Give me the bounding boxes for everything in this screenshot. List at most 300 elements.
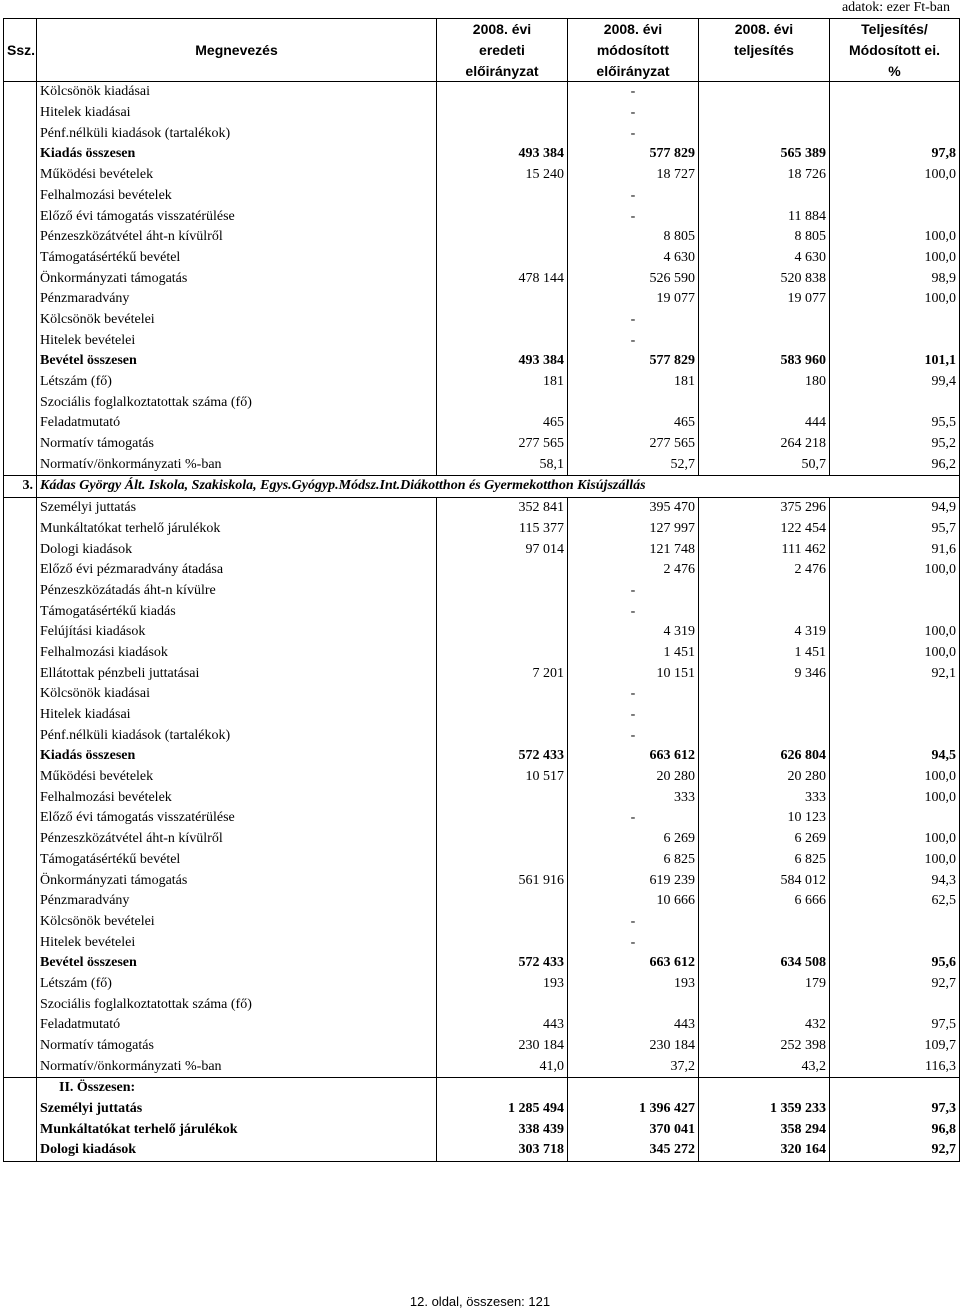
row-percent: 97,3 (830, 1099, 960, 1120)
row-ssz (4, 787, 37, 808)
row-percent (830, 912, 960, 933)
row-actual: 358 294 (699, 1119, 830, 1140)
header-col2-line3: előirányzat (568, 60, 699, 81)
row-original-budget: 493 384 (437, 351, 568, 372)
row-modified-budget: 443 (568, 1015, 699, 1036)
table-row (4, 891, 960, 912)
row-actual: 520 838 (699, 268, 830, 289)
row-label: Felhalmozási bevételek (37, 787, 437, 808)
row-modified-budget: - (568, 103, 699, 124)
row-modified-budget: 277 565 (568, 434, 699, 455)
row-original-budget: 303 718 (437, 1140, 568, 1161)
row-actual (699, 912, 830, 933)
row-label: Kölcsönök kiadásai (37, 684, 437, 705)
row-modified-budget: 10 666 (568, 891, 699, 912)
row-actual: 333 (699, 787, 830, 808)
row-ssz (4, 850, 37, 871)
row-percent: 100,0 (830, 850, 960, 871)
row-original-budget: 443 (437, 1015, 568, 1036)
row-actual: 4 630 (699, 248, 830, 269)
table-row (4, 1078, 960, 1099)
table-row (4, 82, 960, 103)
row-label: Feladatmutató (37, 1015, 437, 1036)
row-ssz (4, 1056, 37, 1077)
row-modified-budget: 526 590 (568, 268, 699, 289)
row-label: Pénzmaradvány (37, 891, 437, 912)
row-modified-budget: 619 239 (568, 870, 699, 891)
row-actual: 252 398 (699, 1036, 830, 1057)
row-label: Pénf.nélküli kiadások (tartalékok) (37, 123, 437, 144)
row-modified-budget: 370 041 (568, 1119, 699, 1140)
table-row (4, 310, 960, 331)
row-modified-budget: - (568, 808, 699, 829)
header-row-2 (4, 40, 960, 61)
row-label: Bevétel összesen (37, 351, 437, 372)
row-original-budget (437, 392, 568, 413)
row-actual: 320 164 (699, 1140, 830, 1161)
row-label: Felhalmozási kiadások (37, 643, 437, 664)
row-label: Támogatásértékű bevétel (37, 850, 437, 871)
row-percent: 100,0 (830, 767, 960, 788)
row-original-budget (437, 912, 568, 933)
row-label: Bevétel összesen (37, 953, 437, 974)
row-modified-budget: - (568, 705, 699, 726)
row-original-budget (437, 994, 568, 1015)
row-ssz (4, 372, 37, 393)
header-col2-line1: 2008. évi (568, 19, 699, 40)
table-row (4, 829, 960, 850)
table-row (4, 519, 960, 540)
header-ssz (4, 19, 37, 40)
row-modified-budget: 37,2 (568, 1056, 699, 1077)
row-ssz (4, 1078, 37, 1099)
row-original-budget (437, 850, 568, 871)
row-original-budget (437, 227, 568, 248)
row-original-budget (437, 186, 568, 207)
row-original-budget (437, 684, 568, 705)
table-row (4, 663, 960, 684)
row-percent: 94,9 (830, 497, 960, 518)
table-row (4, 434, 960, 455)
row-percent (830, 601, 960, 622)
row-ssz (4, 953, 37, 974)
header-name-empty (37, 60, 437, 81)
header-col3-line3 (699, 60, 830, 81)
table-row (4, 622, 960, 643)
row-label: Előző évi támogatás visszatérülése (37, 206, 437, 227)
row-label: Felhalmozási bevételek (37, 186, 437, 207)
header-row-3 (4, 60, 960, 81)
row-ssz (4, 725, 37, 746)
row-actual (699, 123, 830, 144)
table-row (4, 123, 960, 144)
table-row (4, 581, 960, 602)
row-label: Támogatásértékű kiadás (37, 601, 437, 622)
row-ssz (4, 268, 37, 289)
row-ssz (4, 870, 37, 891)
row-original-budget: 15 240 (437, 165, 568, 186)
table-body (4, 82, 960, 1162)
row-actual: 375 296 (699, 497, 830, 518)
row-actual: 111 462 (699, 539, 830, 560)
row-percent (830, 932, 960, 953)
row-percent (830, 392, 960, 413)
row-actual: 1 451 (699, 643, 830, 664)
row-actual (699, 705, 830, 726)
table-row (4, 227, 960, 248)
row-ssz (4, 663, 37, 684)
row-actual: 18 726 (699, 165, 830, 186)
row-actual: 6 825 (699, 850, 830, 871)
row-actual (699, 1078, 830, 1099)
row-label: Pénzeszközátadás áht-n kívülre (37, 581, 437, 602)
row-percent: 97,8 (830, 144, 960, 165)
row-modified-budget: - (568, 206, 699, 227)
row-label: Támogatásértékű bevétel (37, 248, 437, 269)
row-original-budget (437, 581, 568, 602)
table-row (4, 932, 960, 953)
row-label: Kiadás összesen (37, 746, 437, 767)
row-original-budget: 572 433 (437, 746, 568, 767)
row-actual (699, 994, 830, 1015)
row-ssz (4, 601, 37, 622)
row-modified-budget: 127 997 (568, 519, 699, 540)
row-ssz (4, 227, 37, 248)
row-percent (830, 206, 960, 227)
row-percent (830, 1078, 960, 1099)
row-modified-budget: 577 829 (568, 351, 699, 372)
row-original-budget: 115 377 (437, 519, 568, 540)
row-label: Szociális foglalkoztatottak száma (fő) (37, 392, 437, 413)
row-original-budget: 58,1 (437, 454, 568, 475)
row-percent: 116,3 (830, 1056, 960, 1077)
row-label: Előző évi támogatás visszatérülése (37, 808, 437, 829)
row-label: Szociális foglalkoztatottak száma (fő) (37, 994, 437, 1015)
table-row (4, 289, 960, 310)
table-row (4, 372, 960, 393)
row-actual: 264 218 (699, 434, 830, 455)
row-ssz (4, 519, 37, 540)
row-original-budget: 41,0 (437, 1056, 568, 1077)
row-percent: 109,7 (830, 1036, 960, 1057)
table-row (4, 206, 960, 227)
row-ssz (4, 932, 37, 953)
row-percent: 92,1 (830, 663, 960, 684)
page-footer: 12. oldal, összesen: 121 (409, 1294, 551, 1309)
row-actual (699, 103, 830, 124)
row-modified-budget: 18 727 (568, 165, 699, 186)
row-percent: 95,5 (830, 413, 960, 434)
row-original-budget (437, 643, 568, 664)
row-ssz (4, 705, 37, 726)
row-actual: 1 359 233 (699, 1099, 830, 1120)
row-original-budget: 230 184 (437, 1036, 568, 1057)
row-label: Pénf.nélküli kiadások (tartalékok) (37, 725, 437, 746)
row-label: Önkormányzati támogatás (37, 870, 437, 891)
row-modified-budget: - (568, 186, 699, 207)
row-label: Feladatmutató (37, 413, 437, 434)
row-ssz (4, 310, 37, 331)
table-row (4, 725, 960, 746)
row-actual (699, 581, 830, 602)
row-original-budget: 1 285 494 (437, 1099, 568, 1120)
table-row (4, 601, 960, 622)
table-row (4, 351, 960, 372)
row-modified-budget: 345 272 (568, 1140, 699, 1161)
row-label: Normatív támogatás (37, 434, 437, 455)
row-original-budget (437, 829, 568, 850)
section-header-row (4, 476, 960, 498)
row-original-budget (437, 248, 568, 269)
row-original-budget: 561 916 (437, 870, 568, 891)
row-label: Működési bevételek (37, 767, 437, 788)
row-label: Kölcsönök bevételei (37, 912, 437, 933)
row-percent: 97,5 (830, 1015, 960, 1036)
row-actual: 634 508 (699, 953, 830, 974)
row-percent: 91,6 (830, 539, 960, 560)
row-percent: 94,5 (830, 746, 960, 767)
row-ssz (4, 1099, 37, 1120)
row-modified-budget: 52,7 (568, 454, 699, 475)
row-ssz (4, 1036, 37, 1057)
row-actual: 20 280 (699, 767, 830, 788)
row-modified-budget: 395 470 (568, 497, 699, 518)
row-label: Hitelek kiadásai (37, 103, 437, 124)
row-percent (830, 82, 960, 103)
row-percent: 101,1 (830, 351, 960, 372)
row-label: Munkáltatókat terhelő járulékok (37, 519, 437, 540)
row-ssz (4, 994, 37, 1015)
row-ssz (4, 413, 37, 434)
row-modified-budget: - (568, 932, 699, 953)
row-modified-budget: - (568, 310, 699, 331)
header-ssz-label: Ssz. (4, 40, 37, 61)
row-label: Hitelek kiadásai (37, 705, 437, 726)
row-percent (830, 103, 960, 124)
row-ssz (4, 1119, 37, 1140)
budget-table (3, 18, 960, 1162)
row-actual: 444 (699, 413, 830, 434)
table-row (4, 974, 960, 995)
row-modified-budget: 663 612 (568, 953, 699, 974)
row-original-budget (437, 560, 568, 581)
row-label: Pénzeszközátvétel áht-n kívülről (37, 829, 437, 850)
row-actual: 8 805 (699, 227, 830, 248)
row-percent: 100,0 (830, 227, 960, 248)
row-label: Létszám (fő) (37, 974, 437, 995)
row-actual (699, 932, 830, 953)
row-percent (830, 684, 960, 705)
row-percent: 100,0 (830, 829, 960, 850)
row-ssz (4, 622, 37, 643)
table-row (4, 746, 960, 767)
row-actual: 50,7 (699, 454, 830, 475)
row-label: Dologi kiadások (37, 539, 437, 560)
row-modified-budget: - (568, 912, 699, 933)
row-label: Hitelek bevételei (37, 330, 437, 351)
row-ssz (4, 829, 37, 850)
row-original-budget: 277 565 (437, 434, 568, 455)
unit-note: adatok: ezer Ft-ban (841, 0, 950, 15)
row-actual: 11 884 (699, 206, 830, 227)
row-label: Felújítási kiadások (37, 622, 437, 643)
row-actual: 6 666 (699, 891, 830, 912)
header-ssz-empty (4, 60, 37, 81)
row-actual (699, 684, 830, 705)
row-label: II. Összesen: (37, 1078, 437, 1099)
table-row (4, 1015, 960, 1036)
row-label: Kiadás összesen (37, 144, 437, 165)
row-ssz (4, 497, 37, 518)
row-percent: 92,7 (830, 1140, 960, 1161)
table-row (4, 767, 960, 788)
row-percent: 94,3 (830, 870, 960, 891)
row-label: Normatív/önkormányzati %-ban (37, 1056, 437, 1077)
row-modified-budget: 6 269 (568, 829, 699, 850)
row-actual (699, 310, 830, 331)
row-ssz (4, 330, 37, 351)
row-ssz (4, 82, 37, 103)
row-modified-budget: - (568, 330, 699, 351)
row-modified-budget: - (568, 684, 699, 705)
row-percent: 96,2 (830, 454, 960, 475)
row-percent: 100,0 (830, 787, 960, 808)
row-ssz (4, 103, 37, 124)
row-percent: 95,6 (830, 953, 960, 974)
row-label: Személyi juttatás (37, 1099, 437, 1120)
row-ssz (4, 123, 37, 144)
table-row (4, 1140, 960, 1161)
row-original-budget (437, 622, 568, 643)
row-ssz (4, 289, 37, 310)
row-original-budget (437, 289, 568, 310)
header-col4-line2: Módosított ei. (830, 40, 960, 61)
section-title: Kádas György Ált. Iskola, Szakiskola, Egys.Gyógyp.Módsz.Int.Diákotthon és Gyermekotthon Kisújszállás (37, 476, 960, 498)
row-original-budget: 493 384 (437, 144, 568, 165)
row-original-budget (437, 725, 568, 746)
row-percent: 100,0 (830, 248, 960, 269)
row-actual (699, 330, 830, 351)
row-ssz (4, 684, 37, 705)
row-modified-budget: - (568, 581, 699, 602)
row-percent: 98,9 (830, 268, 960, 289)
row-modified-budget: - (568, 123, 699, 144)
row-original-budget (437, 310, 568, 331)
table-row (4, 539, 960, 560)
row-actual (699, 82, 830, 103)
row-original-budget: 97 014 (437, 539, 568, 560)
row-percent: 95,2 (830, 434, 960, 455)
row-actual: 179 (699, 974, 830, 995)
header-col4-line1: Teljesítés/ (830, 19, 960, 40)
row-label: Munkáltatókat terhelő járulékok (37, 1119, 437, 1140)
row-modified-budget (568, 1078, 699, 1099)
table-row (4, 103, 960, 124)
row-original-budget: 338 439 (437, 1119, 568, 1140)
row-actual: 584 012 (699, 870, 830, 891)
row-label: Dologi kiadások (37, 1140, 437, 1161)
row-percent: 62,5 (830, 891, 960, 912)
row-ssz (4, 746, 37, 767)
row-ssz: 3. (4, 476, 37, 498)
row-ssz (4, 1015, 37, 1036)
header-col1-line2: eredeti (437, 40, 568, 61)
table-row (4, 497, 960, 518)
row-actual: 2 476 (699, 560, 830, 581)
row-percent: 95,7 (830, 519, 960, 540)
row-original-budget (437, 103, 568, 124)
row-percent (830, 310, 960, 331)
row-ssz (4, 165, 37, 186)
row-percent: 100,0 (830, 643, 960, 664)
table-row (4, 165, 960, 186)
header-col1-line3: előirányzat (437, 60, 568, 81)
table-row (4, 787, 960, 808)
row-ssz (4, 581, 37, 602)
row-label: Kölcsönök kiadásai (37, 82, 437, 103)
row-modified-budget: 121 748 (568, 539, 699, 560)
row-percent: 99,4 (830, 372, 960, 393)
table-row (4, 330, 960, 351)
row-original-budget (437, 82, 568, 103)
header-col1-line1: 2008. évi (437, 19, 568, 40)
header-name (37, 19, 437, 40)
row-label: Hitelek bevételei (37, 932, 437, 953)
table-row (4, 392, 960, 413)
header-col3-line1: 2008. évi (699, 19, 830, 40)
row-actual: 626 804 (699, 746, 830, 767)
table-row (4, 1099, 960, 1120)
row-ssz (4, 643, 37, 664)
row-modified-budget: 4 319 (568, 622, 699, 643)
row-ssz (4, 454, 37, 475)
row-original-budget: 478 144 (437, 268, 568, 289)
row-original-budget (437, 601, 568, 622)
row-ssz (4, 1140, 37, 1161)
table-row (4, 850, 960, 871)
row-label: Önkormányzati támogatás (37, 268, 437, 289)
row-percent (830, 123, 960, 144)
row-original-budget: 181 (437, 372, 568, 393)
row-label: Pénzmaradvány (37, 289, 437, 310)
row-actual (699, 392, 830, 413)
row-original-budget: 352 841 (437, 497, 568, 518)
row-ssz (4, 539, 37, 560)
row-original-budget (437, 1078, 568, 1099)
row-actual: 43,2 (699, 1056, 830, 1077)
row-actual: 583 960 (699, 351, 830, 372)
row-actual: 432 (699, 1015, 830, 1036)
row-original-budget: 193 (437, 974, 568, 995)
row-percent (830, 725, 960, 746)
row-label: Ellátottak pénzbeli juttatásai (37, 663, 437, 684)
table-row (4, 1056, 960, 1077)
row-actual: 10 123 (699, 808, 830, 829)
row-modified-budget: - (568, 601, 699, 622)
row-label: Pénzeszközátvétel áht-n kívülről (37, 227, 437, 248)
row-modified-budget: 230 184 (568, 1036, 699, 1057)
row-label: Létszám (fő) (37, 372, 437, 393)
row-original-budget: 10 517 (437, 767, 568, 788)
row-label: Előző évi pézmaradvány átadása (37, 560, 437, 581)
row-original-budget (437, 787, 568, 808)
row-label: Kölcsönök bevételei (37, 310, 437, 331)
row-actual: 19 077 (699, 289, 830, 310)
row-ssz (4, 248, 37, 269)
row-original-budget (437, 330, 568, 351)
row-modified-budget: 8 805 (568, 227, 699, 248)
table-row (4, 870, 960, 891)
